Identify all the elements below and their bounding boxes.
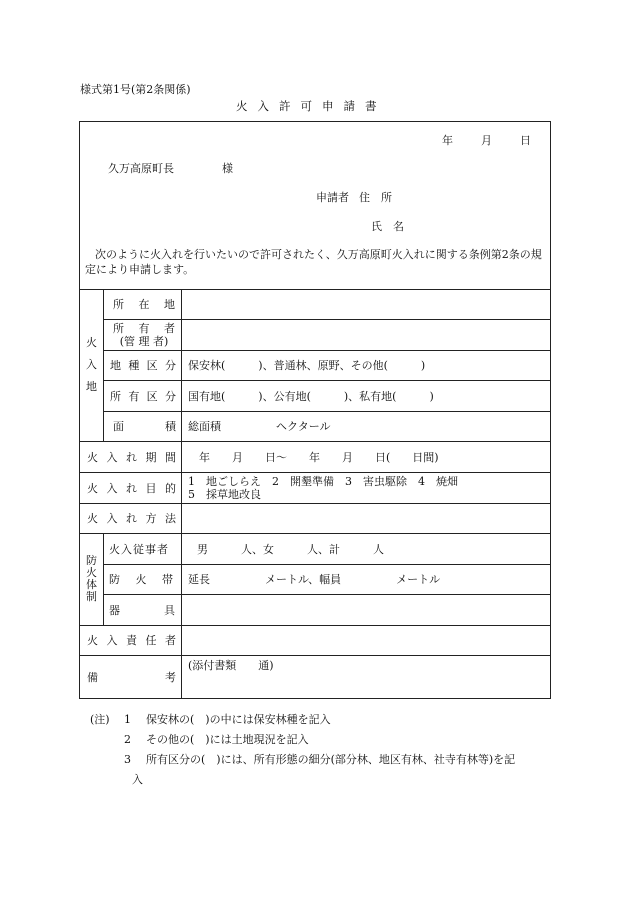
fire-prevention-group-label: 防 火 体 制: [86, 554, 97, 603]
owner-sub-label: (管 理 者): [119, 334, 169, 348]
note-item: 2 その他の( )には土地現況を記入: [124, 733, 309, 746]
period-label: 火 入 れ 期 間: [87, 450, 176, 464]
address-label: 住 所: [359, 191, 392, 204]
fire-site-group-label: 火 入 地: [86, 336, 97, 393]
name-label: 氏 名: [371, 220, 404, 233]
location-field[interactable]: [181, 289, 550, 319]
date-year-field[interactable]: 年: [442, 134, 453, 147]
note-continuation: 入: [132, 773, 143, 786]
date-month-field[interactable]: 月: [481, 134, 492, 147]
equipment-field[interactable]: [181, 594, 550, 625]
owner-field[interactable]: [181, 319, 550, 350]
form-number: 様式第1号(第2条関係): [80, 83, 191, 96]
ownership-category-label: 所 有 区 分: [110, 389, 176, 403]
method-label: 火 入 れ 方 法: [87, 512, 176, 525]
ownership-category-field[interactable]: 国有地( )、公有地( )、私有地( ): [188, 389, 434, 403]
purpose-line-1: 1 地ごしらえ 2 開墾準備 3 害虫駆除 4 焼畑: [188, 474, 458, 488]
firebreak-label: 防 火 帯: [109, 573, 173, 586]
area-field[interactable]: 総面積 ヘクタール: [188, 420, 331, 433]
applicant-label: 申請者: [316, 191, 349, 204]
area-label: 面 積: [113, 420, 176, 433]
date-day-field[interactable]: 日: [520, 134, 531, 147]
purpose-field[interactable]: [181, 472, 550, 503]
notes: [90, 710, 560, 790]
workers-field[interactable]: 男 人、女 人、計 人: [197, 542, 384, 556]
method-field[interactable]: [181, 503, 550, 533]
intro-text: 次のように火入れを行いたいので許可されたく、久万高原町火入れに関する条例第2条の規定により申請します。: [85, 248, 542, 276]
addressee-line: [108, 160, 233, 176]
period-field[interactable]: 年 月 日〜 年 月 日( 日間): [188, 450, 439, 464]
remarks-label: 備 考: [87, 670, 176, 684]
applicant-address-line[interactable]: [316, 189, 392, 205]
location-label: 所 在 地: [113, 298, 175, 311]
responsible-label: 火 入 責 任 者: [87, 634, 176, 647]
remarks-field[interactable]: [181, 655, 550, 698]
land-category-label: 地 種 区 分: [110, 359, 176, 372]
owner-label: 所 有 者 (管 理 者): [113, 321, 175, 348]
land-category-field[interactable]: 保安林( )、普通林、原野、その他( ): [188, 359, 426, 372]
purpose-label: 火 入 れ 目 的: [87, 481, 176, 495]
addressee: 久万高原町長: [108, 162, 174, 175]
date-line: [442, 132, 531, 148]
workers-label: 火入従事者: [109, 542, 169, 556]
note-item: (注) 1 保安林の( )の中には保安林種を記入: [90, 710, 560, 730]
note-item: 3 所有区分の( )には、所有形態の細分(部分林、地区有林、社寺有林等)を記: [124, 753, 516, 766]
firebreak-field[interactable]: 延長 メートル、幅員 メートル: [188, 573, 441, 586]
purpose-line-2: 5 採草地改良: [188, 487, 261, 501]
notes-head: (注): [90, 713, 110, 726]
honorific-sama: 様: [222, 162, 233, 175]
application-form-frame: [79, 121, 551, 699]
responsible-field[interactable]: [181, 625, 550, 655]
applicant-name-line[interactable]: [371, 218, 404, 234]
attached-documents: (添付書類 通): [188, 659, 274, 672]
equipment-label: 器 具: [109, 603, 175, 617]
form-title: 火入許可申請書: [236, 99, 387, 113]
